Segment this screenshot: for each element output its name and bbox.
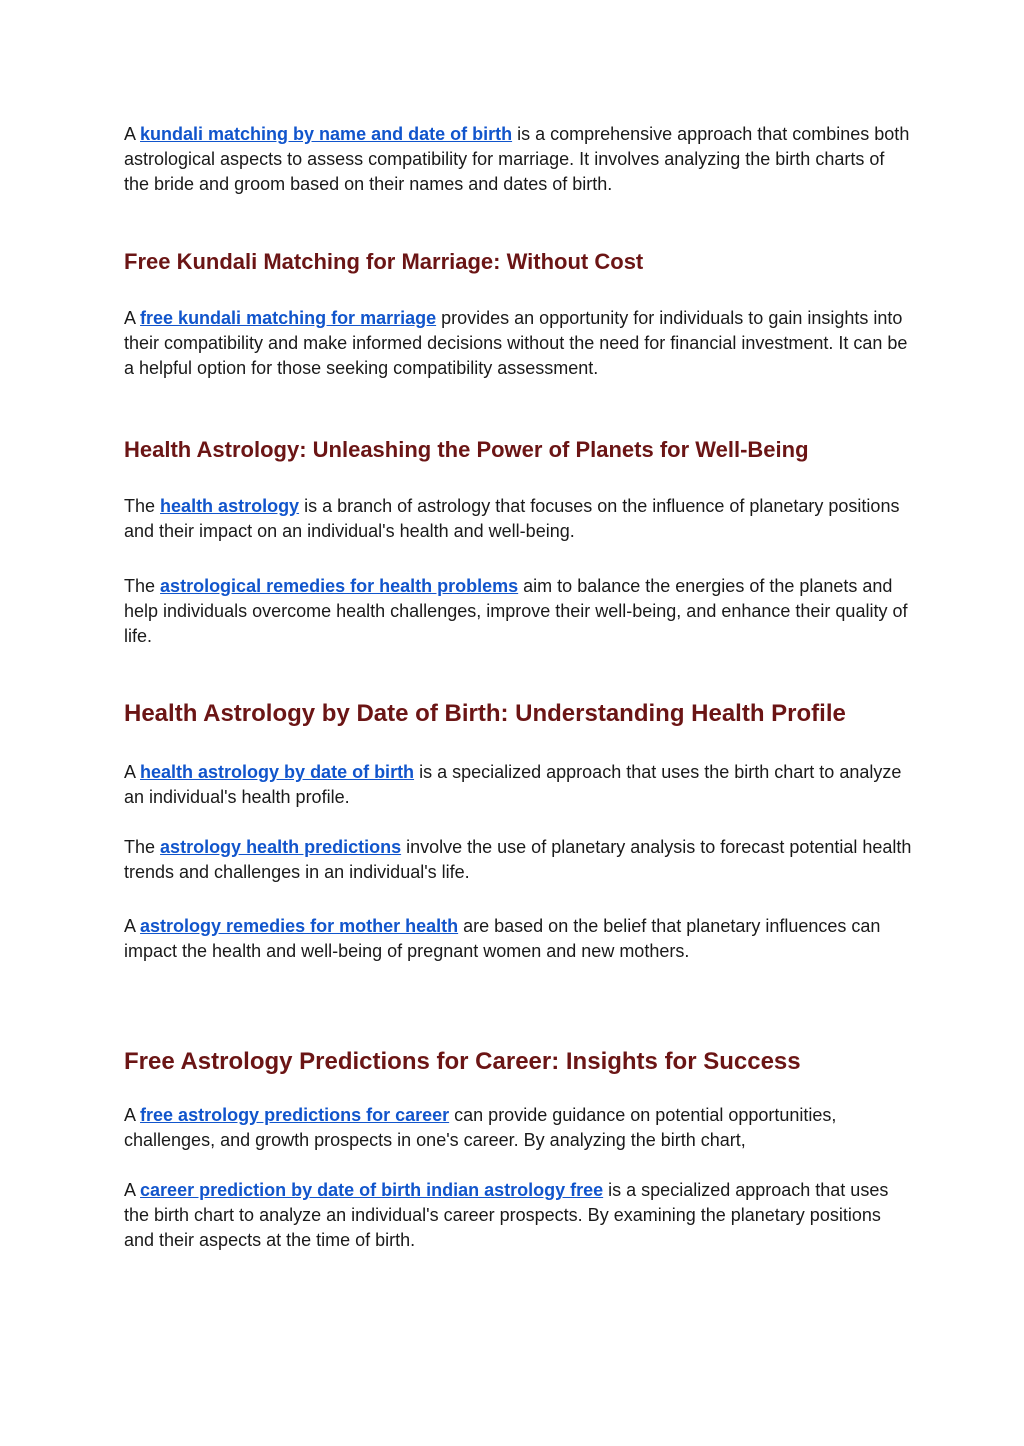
paragraph-text: is a specialized approach that uses the birth chart to analyze an individual's career prospects. By examining the planetary positions and their aspects at the time of birth. bbox=[124, 1180, 889, 1250]
paragraph-text: is a specialized approach that uses the birth chart to analyze an individual's health profile. bbox=[124, 762, 902, 807]
paragraph-prefix: A bbox=[124, 308, 136, 328]
paragraph-text: is a branch of astrology that focuses on the influence of planetary positions and their impact on an individual's health and well-being. bbox=[124, 496, 900, 541]
paragraph-prefix: A bbox=[124, 916, 136, 936]
paragraph-text: aim to balance the energies of the planets and help individuals overcome health challenges, improve their well-being, and enhance their quality of life. bbox=[124, 576, 908, 646]
career-prediction-dob-paragraph bbox=[124, 1178, 914, 1253]
paragraph-text: involve the use of planetary analysis to forecast potential health trends and challenges in an individual's life. bbox=[124, 837, 912, 882]
health-astrology-paragraph bbox=[124, 494, 914, 544]
paragraph-prefix: The bbox=[124, 837, 156, 857]
astrological-remedies-health-link[interactable]: astrological remedies for health problems bbox=[160, 576, 519, 596]
mother-health-paragraph bbox=[124, 914, 914, 964]
paragraph-prefix: A bbox=[124, 762, 136, 782]
paragraph-prefix: A bbox=[124, 1180, 136, 1200]
intro-paragraph bbox=[124, 122, 914, 197]
section-heading-free-kundali: Free Kundali Matching for Marriage: Without Cost bbox=[124, 249, 644, 274]
section-heading-health-dob: Health Astrology by Date of Birth: Understanding Health Profile bbox=[124, 700, 846, 727]
paragraph-prefix: A bbox=[124, 1105, 136, 1125]
paragraph-text: can provide guidance on potential opportunities, challenges, and growth prospects in one's career. By analyzing the birth chart, bbox=[124, 1105, 837, 1150]
health-astrology-link[interactable]: health astrology bbox=[160, 496, 300, 516]
free-kundali-matching-link[interactable]: free kundali matching for marriage bbox=[140, 308, 437, 328]
astrology-health-predictions-link[interactable]: astrology health predictions bbox=[160, 837, 402, 857]
kundali-matching-name-dob-link[interactable]: kundali matching by name and date of birth bbox=[140, 124, 513, 144]
paragraph-prefix: A bbox=[124, 124, 136, 144]
paragraph-prefix: The bbox=[124, 496, 156, 516]
paragraph-text: provides an opportunity for individuals to gain insights into their compatibility and make informed decisions without the need for financial investment. It can be a helpful option for those seeking compatibility assessment. bbox=[124, 308, 908, 378]
free-kundali-paragraph bbox=[124, 306, 914, 381]
remedies-mother-health-link[interactable]: astrology remedies for mother health bbox=[140, 916, 459, 936]
section-heading-career: Free Astrology Predictions for Career: Insights for Success bbox=[124, 1048, 801, 1075]
astrological-remedies-paragraph bbox=[124, 574, 914, 649]
paragraph-text: is a comprehensive approach that combines both astrological aspects to assess compatibility for marriage. It involves analyzing the birth charts of the bride and groom based on their names and dates of birth. bbox=[124, 124, 910, 194]
career-prediction-dob-link[interactable]: career prediction by date of birth indian astrology free bbox=[140, 1180, 604, 1200]
paragraph-text: are based on the belief that planetary influences can impact the health and well-being of pregnant women and new mothers. bbox=[124, 916, 881, 961]
health-astrology-dob-link[interactable]: health astrology by date of birth bbox=[140, 762, 415, 782]
paragraph-prefix: The bbox=[124, 576, 156, 596]
health-dob-paragraph bbox=[124, 760, 914, 810]
career-predictions-paragraph bbox=[124, 1103, 914, 1153]
section-heading-health-astrology: Health Astrology: Unleashing the Power of Planets for Well-Being bbox=[124, 437, 809, 462]
health-predictions-paragraph bbox=[124, 835, 914, 885]
free-career-predictions-link[interactable]: free astrology predictions for career bbox=[140, 1105, 450, 1125]
